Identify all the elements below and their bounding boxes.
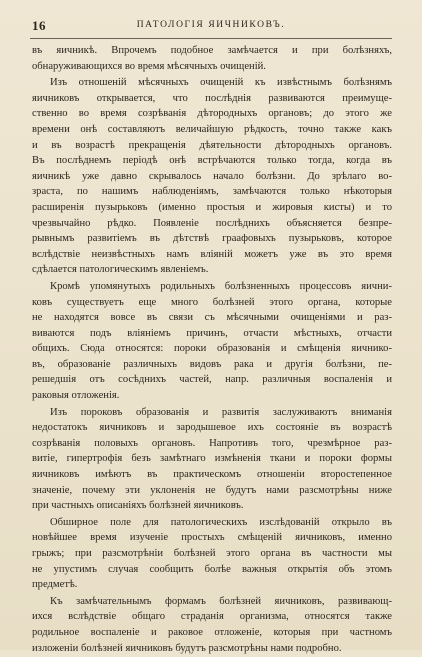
text-line: общихъ. Сюда относятся: пороки образованія и смѣщенія яичнико- — [32, 343, 392, 355]
page-body — [32, 43, 392, 657]
text-line: Къ замѣчательнымъ формамъ болѣзней яичниковъ, развивающ- — [50, 595, 392, 607]
paragraph — [32, 594, 392, 656]
text-line: рывнымъ развитіемъ въ дѣтствѣ граафовыхъ пузырьковъ, которое — [32, 233, 392, 245]
text-line: обнаруживающихся во время мѣсячныхъ очищеній. — [32, 60, 266, 72]
text-line: при частныхъ описаніяхъ болѣзней яичниковъ. — [32, 500, 244, 512]
paragraph — [32, 405, 392, 514]
text-line: яичниковъ имѣютъ въ практическомъ отношеніи второстепенное — [32, 469, 392, 481]
text-line: созрѣванія половыхъ органовъ. Напротивъ того, чрезмѣрное раз- — [32, 437, 392, 449]
text-line: изложеніи болѣзней яичниковъ будутъ разсмотрѣны нами подробно. — [32, 642, 342, 654]
text-line: раковыя отложенія. — [32, 390, 120, 402]
text-line: чрезвычайно рѣдко. Появленіе послѣднихъ объясняется безпре- — [32, 217, 392, 229]
paragraph — [32, 75, 392, 278]
page-header — [30, 18, 392, 39]
page-number: 16 — [32, 18, 46, 33]
text-line: значеніе, почему эти уклоненія не будутъ нами разсмотрѣны ниже — [32, 484, 392, 496]
text-line: яичникѣ уже давно скрывалось начало болѣзни. До зрѣлаго во- — [32, 170, 392, 182]
text-line: виваются подъ вліяніемъ причинъ, отчасти мѣстныхъ, отчасти — [32, 327, 392, 339]
text-line: Кромѣ упомянутыхъ родильныхъ болѣзненныхъ процессовъ яични- — [50, 280, 392, 292]
text-line: новѣйшее время изученіе простыхъ смѣщеній яичниковъ, именно — [32, 532, 392, 544]
text-line: и въ возрастѣ прекращенія дѣятельности дѣтородныхъ органовъ. — [32, 139, 392, 151]
text-line: зраста, по нашимъ наблюденіямъ, замѣчаются только нѣкоторыя — [32, 186, 392, 198]
text-line: решедшія отъ сосѣднихъ частей, напр. различныя воспаленія и — [32, 374, 392, 386]
text-line: яичниковъ открывается, что послѣднія развиваются преимуще- — [32, 92, 392, 104]
paragraph — [32, 515, 392, 593]
paragraph — [32, 279, 392, 404]
text-line: ственно во время созрѣванія дѣтородныхъ органовъ; до этого же — [32, 108, 392, 120]
text-line: Обширное поле для патологическихъ изслѣдованій открыло въ — [50, 516, 392, 528]
text-line: въ яичникѣ. Впрочемъ подобное замѣчается и при болѣзняхъ, — [32, 45, 392, 56]
text-line: грыжъ; при разсмотрѣніи болѣзней этого органа въ частности мы — [32, 548, 392, 559]
text-line: Изъ пороковъ образованія и развитія заслуживаютъ вниманія — [50, 406, 392, 418]
text-line: предметѣ. — [32, 579, 78, 591]
paragraph — [32, 43, 392, 74]
text-line: ковъ существуетъ еще много болѣзней этого органа, которые — [32, 296, 392, 308]
text-line: времени онѣ составляютъ величайшую рѣдкость, точно также какъ — [32, 123, 392, 135]
text-line: не упустимъ случая сообщить болѣе важныя открытія объ этомъ — [32, 563, 392, 575]
running-head: ПАТОЛОГІЯ ЯИЧНИКОВЪ. — [136, 20, 286, 30]
text-line: ихся вслѣдствіе общаго страданія организма, относятся также — [32, 611, 392, 623]
text-line: Въ послѣднемъ періодѣ онѣ встрѣчаются только тогда, когда въ — [32, 155, 392, 167]
text-line: расширенія пузырьковъ (именно простыя и жировыя кисты) и то — [32, 201, 392, 213]
text-line: недостатокъ яичниковъ и зародышевое ихъ состояніе въ возрастѣ — [32, 422, 392, 434]
text-line: Изъ отношеній мѣсячныхъ очищеній къ извѣстнымъ болѣзнямъ — [50, 77, 392, 89]
text-line: вслѣдствіе неизвѣстныхъ намъ вліяній можетъ уже въ это время — [32, 248, 392, 260]
text-line: витіе, гипертрофія безъ замѣтнаго измѣненія ткани и пороки формы — [32, 453, 392, 465]
text-line: въ, образованіе различныхъ видовъ рака и другія болѣзни, пе- — [32, 358, 392, 370]
text-line: не находятся вовсе въ связи съ мѣсячными очищеніями и раз- — [32, 312, 392, 324]
text-line: родильное воспаленіе и раковое отложеніе, которыя при частномъ — [32, 626, 392, 638]
text-line: сдѣлается патологическимъ явленіемъ. — [32, 264, 209, 276]
